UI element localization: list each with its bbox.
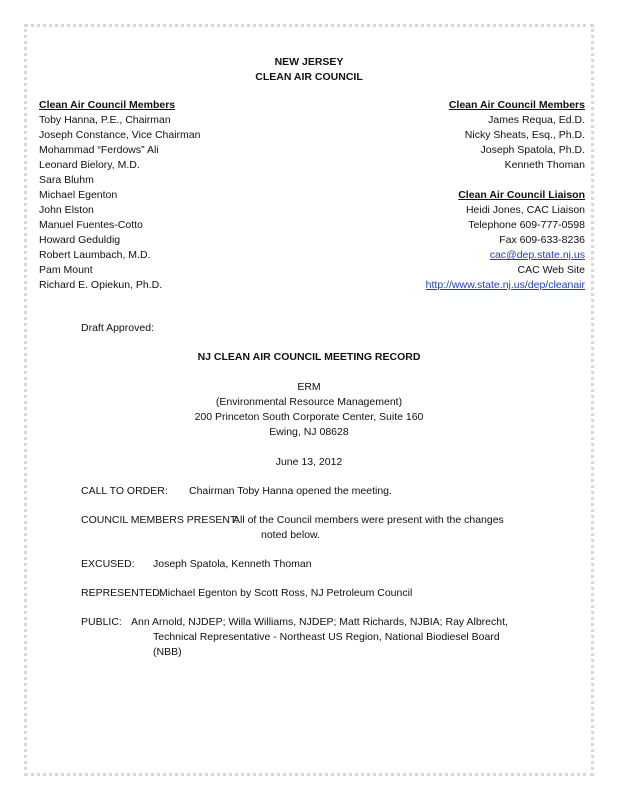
member-name: Pam Mount xyxy=(39,264,93,276)
present-label: COUNCIL MEMBERS PRESENT: xyxy=(81,514,239,526)
public-line2: Technical Representative - Northeast US Region, National Biodiesel Board xyxy=(153,631,500,643)
member-name: John Elston xyxy=(39,204,94,216)
present-text-line2: noted below. xyxy=(261,529,320,541)
location-line2: (Environmental Resource Management) xyxy=(215,396,403,408)
header-council: CLEAN AIR COUNCIL xyxy=(255,71,363,83)
present-text-line1: All of the Council members were present with the changes xyxy=(233,514,504,526)
member-name: Joseph Spatola, Ph.D. xyxy=(480,144,585,156)
member-name: Nicky Sheats, Esq., Ph.D. xyxy=(464,129,585,141)
location-line3: 200 Princeton South Corporate Center, Suite 160 xyxy=(194,411,424,423)
location-line4: Ewing, NJ 08628 xyxy=(269,426,349,438)
member-name: Michael Egenton xyxy=(39,189,118,201)
member-name: Toby Hanna, P.E., Chairman xyxy=(39,114,171,126)
left-members-heading: Clean Air Council Members xyxy=(39,99,176,111)
member-name: Richard E. Opiekun, Ph.D. xyxy=(39,279,163,291)
public-line3: (NBB) xyxy=(153,646,182,658)
excused-text: Joseph Spatola, Kenneth Thoman xyxy=(153,558,312,570)
member-name: Robert Laumbach, M.D. xyxy=(39,249,151,261)
call-to-order-text: Chairman Toby Hanna opened the meeting. xyxy=(189,485,392,497)
member-name: Kenneth Thoman xyxy=(504,159,585,171)
liaison-telephone: Telephone 609-777-0598 xyxy=(468,219,585,231)
call-to-order-label: CALL TO ORDER: xyxy=(81,485,168,497)
represented-text: Michael Egenton by Scott Ross, NJ Petroleum Council xyxy=(159,587,413,599)
location-line1: ERM xyxy=(297,381,321,393)
website-label: CAC Web Site xyxy=(517,264,585,276)
liaison-heading: Clean Air Council Liaison xyxy=(458,189,585,201)
member-name: James Requa, Ed.D. xyxy=(488,114,585,126)
member-name: Leonard Bielory, M.D. xyxy=(39,159,140,171)
represented-label: REPRESENTED: xyxy=(81,587,163,599)
meeting-date: June 13, 2012 xyxy=(275,456,343,468)
right-members-heading: Clean Air Council Members xyxy=(448,99,585,111)
website-link[interactable]: http://www.state.nj.us/dep/cleanair xyxy=(425,279,585,291)
draft-approved: Draft Approved: xyxy=(81,322,154,334)
member-name: Mohammad “Ferdows” Ali xyxy=(39,144,159,156)
member-name: Howard Geduldig xyxy=(39,234,121,246)
member-name: Joseph Constance, Vice Chairman xyxy=(39,129,201,141)
record-title: NJ CLEAN AIR COUNCIL MEETING RECORD xyxy=(197,351,421,363)
header-state: NEW JERSEY xyxy=(274,56,344,68)
liaison-name: Heidi Jones, CAC Liaison xyxy=(465,204,585,216)
liaison-fax: Fax 609-633-8236 xyxy=(499,234,585,246)
excused-label: EXCUSED: xyxy=(81,558,135,570)
right-members-column xyxy=(426,98,585,293)
member-name: Sara Bluhm xyxy=(39,174,94,186)
liaison-email-link[interactable]: cac@dep.state.nj.us xyxy=(489,249,585,261)
member-name: Manuel Fuentes-Cotto xyxy=(39,219,143,231)
public-line1: Ann Arnold, NJDEP; Willa Williams, NJDEP; Matt Richards, NJBIA; Ray Albrecht, xyxy=(131,616,508,628)
public-label: PUBLIC: xyxy=(81,616,122,628)
left-members-column xyxy=(39,98,200,293)
